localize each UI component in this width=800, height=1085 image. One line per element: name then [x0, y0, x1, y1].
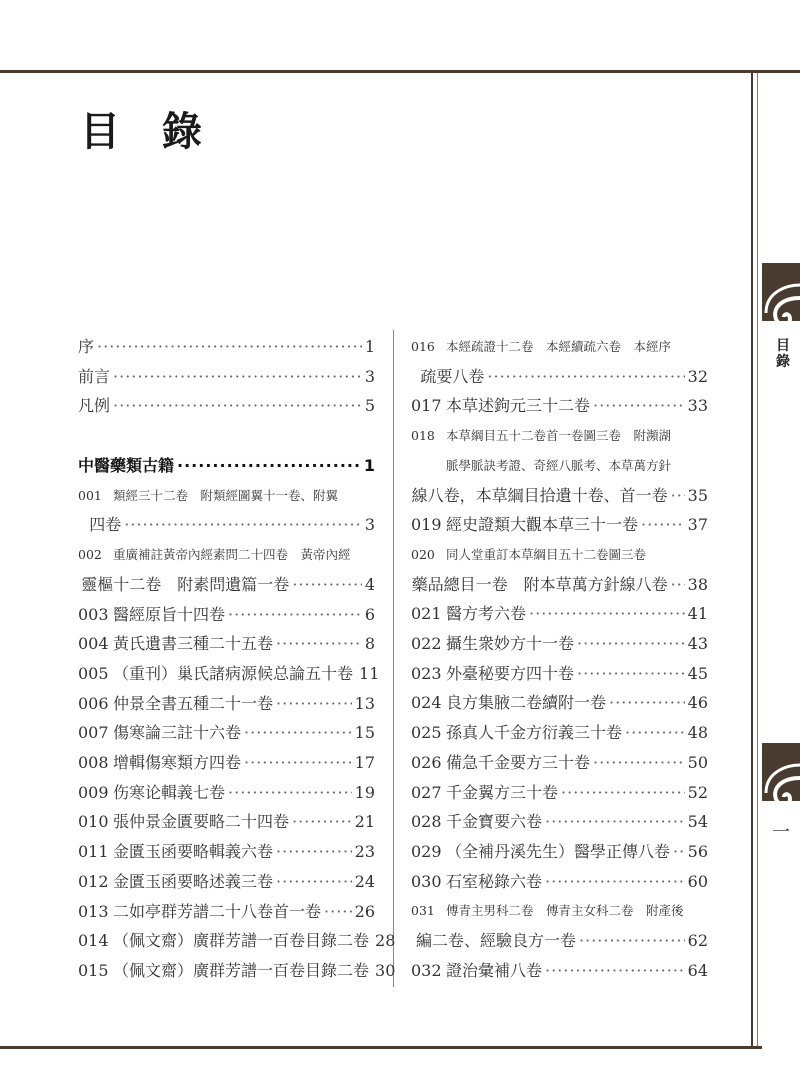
toc-entry [411, 873, 708, 891]
entry-title: 重廣補註黃帝內經素問二十四卷 黃帝內經 [113, 547, 351, 563]
entry-title: 藥品總目一卷 附本草萬方針線八卷 [411, 574, 668, 594]
bottom-rule [0, 1046, 800, 1049]
entry-title: 傷寒論三註十六卷 [113, 723, 242, 743]
toc-entry [411, 813, 708, 831]
entry-title: 傅青主男科二卷 傅青主女科二卷 附產後 [446, 903, 684, 919]
entry-page: 24 [354, 871, 375, 891]
toc-entry-line [78, 546, 351, 564]
entry-number: 029 [411, 841, 442, 861]
dot-leader [113, 368, 362, 386]
toc-entry [78, 368, 375, 386]
entry-page: 3 [364, 515, 375, 535]
entry-title: 線八卷，本草綱目拾遺十卷、首一卷 [411, 485, 668, 505]
entry-page: 52 [687, 782, 708, 802]
entry-title: 疏要八卷 [420, 366, 485, 386]
entry-title: 證治彙補八卷 [446, 960, 543, 980]
entry-number: 013 [78, 901, 109, 921]
toc-entry-line [411, 546, 646, 564]
entry-number: 011 [78, 842, 109, 862]
side-tab-strip [762, 73, 800, 1049]
toc-entry [411, 754, 708, 772]
entry-title: 二如亭群芳譜二十八卷首一卷 [113, 901, 322, 921]
entry-title: 仲景全書五種二十一卷 [113, 693, 274, 713]
dot-leader [545, 873, 685, 891]
entry-number: 017 [411, 396, 442, 416]
entry-number: 008 [78, 753, 109, 772]
dot-leader [113, 397, 362, 415]
toc-entry [411, 962, 708, 980]
entry-title: 序 [78, 337, 95, 356]
toc-entry [78, 663, 380, 683]
dot-leader [97, 338, 362, 356]
entry-title: 凡例 [78, 396, 111, 416]
toc-entry [78, 635, 375, 653]
entry-number: 023 [411, 663, 442, 683]
entry-number: 032 [411, 960, 442, 980]
dot-leader [244, 754, 352, 772]
entry-page: 1 [364, 337, 375, 356]
dot-leader [228, 784, 352, 802]
entry-title: （佩文齋）廣群芳譜一百卷目錄二卷 [113, 960, 370, 980]
top-rule [0, 70, 800, 73]
entry-number: 018 [411, 428, 435, 444]
entry-number: 015 [78, 960, 109, 980]
entry-page: 46 [687, 693, 708, 713]
entry-page: 19 [354, 782, 375, 802]
entry-title: 攝生衆妙方十一卷 [446, 634, 575, 653]
dot-leader [671, 576, 685, 594]
dot-leader [228, 606, 362, 624]
side-tab-label: 目錄 [776, 338, 790, 370]
entry-number: 024 [411, 693, 442, 713]
entry-page: 17 [354, 753, 375, 772]
dot-leader [545, 813, 685, 831]
entry-page: 3 [364, 366, 375, 386]
entry-title: 醫經原旨十四卷 [113, 604, 226, 624]
dot-leader [487, 368, 684, 386]
entry-page: 4 [364, 574, 375, 594]
entry-title: 伤寒论輯義七卷 [113, 782, 226, 802]
toc-entry [78, 903, 375, 921]
entry-title: （佩文齋）廣群芳譜一百卷目錄二卷 [113, 931, 370, 951]
toc-entry [411, 368, 708, 386]
dot-leader [276, 635, 362, 653]
entry-page: 37 [687, 515, 708, 535]
toc-entry [411, 487, 708, 505]
entry-number: 025 [411, 723, 442, 743]
dot-leader [641, 516, 685, 534]
toc-entry [411, 784, 708, 802]
entry-title: 同人堂重訂本草綱目五十二卷圖三卷 [446, 546, 647, 562]
entry-page: 41 [687, 604, 708, 624]
toc-entry [78, 516, 375, 534]
entry-title: 本經疏證十二卷 本經續疏六卷 本經序 [446, 339, 672, 354]
entry-page: 15 [354, 723, 375, 743]
toc-entry [78, 960, 396, 980]
entry-page: 23 [354, 842, 375, 862]
entry-number: 030 [411, 871, 442, 891]
entry-page: 32 [687, 366, 708, 386]
page-title: 目 錄 [80, 109, 216, 155]
entry-number: 014 [78, 931, 109, 951]
entry-page: 30 [375, 960, 396, 980]
toc-entry [78, 606, 375, 624]
entry-page: 50 [687, 752, 708, 772]
entry-title: 醫方考六卷 [446, 604, 527, 624]
toc-entry-line [411, 427, 671, 445]
entry-title: 孫真人千金方衍義三十卷 [446, 723, 623, 743]
toc-entry [411, 516, 708, 534]
entry-title: 金匱玉函要略輯義六卷 [113, 842, 274, 862]
entry-page: 43 [687, 634, 708, 653]
entry-number: 010 [78, 812, 109, 832]
toc-entry-line [411, 338, 671, 356]
toc-entry [78, 397, 375, 415]
entry-page: 64 [687, 960, 708, 980]
dot-leader [625, 724, 685, 742]
toc-entry [78, 931, 396, 951]
entry-page: 45 [687, 663, 708, 683]
entry-title: 外臺秘要方四十卷 [446, 663, 575, 683]
toc-entry-line [411, 457, 671, 475]
dot-leader [593, 397, 685, 415]
entry-title: 四卷 [89, 515, 122, 535]
toc-section-heading [78, 457, 375, 475]
entry-page: 33 [687, 396, 708, 416]
entry-title: （重刊）巢氏諸病源候总論五十卷 [113, 663, 354, 683]
dot-leader [561, 784, 685, 802]
entry-page: 35 [687, 485, 708, 505]
toc-entry [411, 932, 708, 950]
toc-entry [411, 397, 708, 415]
dot-leader [276, 873, 352, 891]
entry-number: 028 [411, 812, 442, 832]
side-tab-volume-label: 一 [772, 822, 790, 843]
toc-entry [78, 338, 375, 356]
dot-leader [545, 962, 685, 980]
entry-title: 經史證類大觀本草三十一卷 [446, 515, 639, 535]
dot-leader [529, 605, 685, 623]
dot-leader [324, 903, 352, 921]
dot-leader [292, 576, 362, 594]
entry-page: 38 [687, 574, 708, 594]
toc-entry [78, 784, 375, 802]
toc-entry [78, 843, 375, 861]
entry-title: 黃氏遺書三種二十五卷 [113, 634, 274, 654]
entry-page: 54 [687, 812, 708, 832]
cloud-ornament-bottom-icon [762, 743, 800, 807]
entry-number: 027 [411, 782, 442, 802]
side-border-line-inner [757, 73, 758, 1046]
entry-title: 中醫藥類古籍 [78, 456, 175, 475]
entry-number: 005 [78, 663, 109, 683]
entry-number: 016 [411, 339, 435, 354]
side-border-line [751, 73, 753, 1046]
dot-leader [292, 813, 352, 831]
toc-entry [411, 843, 708, 861]
dot-leader [577, 635, 685, 653]
toc-entry [78, 576, 375, 594]
entry-title: 前言 [78, 366, 111, 386]
toc-entry [78, 724, 375, 742]
entry-page: 21 [354, 812, 375, 832]
entry-title: 金匱玉函要略述義三卷 [113, 871, 274, 891]
entry-title: 備急千金要方三十卷 [446, 752, 591, 772]
entry-title: 本草述鉤元三十二卷 [446, 396, 591, 416]
dot-leader [577, 665, 685, 683]
entry-title: 本草綱目五十二卷首一卷圖三卷 附瀕湖 [446, 428, 672, 444]
entry-title: 千金寶要六卷 [446, 812, 543, 832]
cloud-ornament-top-icon [762, 263, 800, 327]
entry-title: 增輯傷寒類方四卷 [113, 753, 242, 772]
toc-entry [411, 665, 708, 683]
entry-page: 26 [354, 901, 375, 921]
entry-page: 5 [364, 396, 375, 416]
toc-entry [78, 813, 375, 831]
dot-leader [579, 932, 685, 950]
entry-page: 11 [359, 663, 380, 683]
toc-entry [411, 724, 708, 742]
toc-entry [78, 695, 375, 713]
entry-number: 026 [411, 752, 442, 772]
entry-title: 千金翼方三十卷 [446, 782, 559, 802]
dot-leader [124, 516, 362, 534]
entry-title: 石室秘錄六卷 [446, 871, 543, 891]
entry-title: （全補丹溪先生）醫學正傳八卷 [446, 841, 671, 861]
dot-leader [673, 843, 685, 861]
toc-entry [411, 635, 708, 653]
toc-entry [78, 754, 375, 772]
entry-title: 脈學脈訣考證、奇經八脈考、本草萬方針 [446, 457, 672, 473]
entry-number: 001 [78, 487, 102, 503]
entry-page: 62 [687, 931, 708, 950]
dot-leader [593, 754, 685, 772]
toc-entry [411, 576, 708, 594]
toc-entry [411, 694, 708, 712]
entry-number: 006 [78, 693, 109, 713]
entry-number: 003 [78, 604, 109, 624]
entry-number: 012 [78, 871, 109, 891]
dot-leader [276, 695, 352, 713]
entry-page: 60 [687, 871, 708, 891]
entry-page: 1 [363, 456, 375, 475]
entry-number: 019 [411, 515, 442, 535]
entry-page: 8 [364, 634, 375, 654]
toc-entry-line [78, 487, 338, 505]
column-divider [393, 330, 394, 987]
entry-page: 28 [375, 931, 396, 951]
entry-title: 編二卷、經驗良方一卷 [416, 931, 577, 950]
dot-leader [671, 487, 685, 505]
entry-title: 靈樞十二卷 附素問遺篇一卷 [81, 574, 290, 594]
toc-entry-line [411, 902, 684, 920]
entry-number: 004 [78, 634, 109, 654]
entry-number: 021 [411, 604, 442, 624]
toc-entry [411, 605, 708, 623]
entry-number: 031 [411, 903, 435, 919]
entry-page: 6 [364, 604, 375, 624]
entry-number: 020 [411, 546, 435, 562]
entry-number: 007 [78, 723, 109, 743]
entry-page: 56 [687, 841, 708, 861]
entry-page: 13 [354, 693, 375, 713]
dot-leader [609, 694, 685, 712]
entry-title: 張仲景金匱要略二十四卷 [113, 812, 290, 832]
entry-number: 022 [411, 634, 442, 653]
entry-page: 48 [687, 723, 708, 743]
entry-title: 良方集腋二卷續附一卷 [446, 693, 607, 713]
dot-leader [177, 457, 361, 475]
dot-leader [276, 843, 352, 861]
dot-leader [244, 724, 352, 742]
toc-entry [78, 873, 375, 891]
entry-title: 類經三十二卷 附類經圖翼十一卷、附翼 [113, 487, 339, 503]
entry-number: 002 [78, 547, 102, 563]
entry-number: 009 [78, 782, 109, 802]
